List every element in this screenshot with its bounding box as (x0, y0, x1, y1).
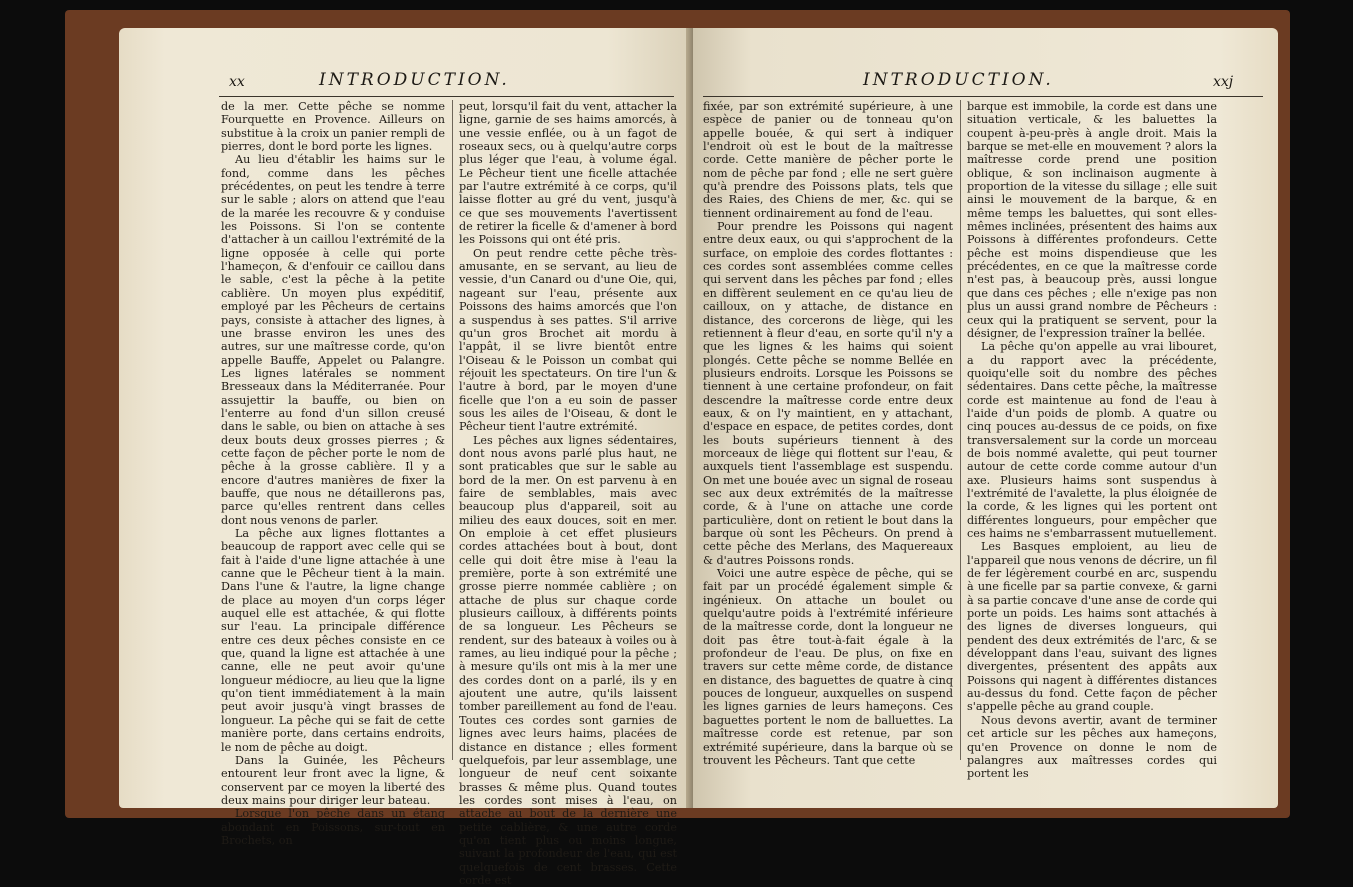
right-column-2 (967, 100, 1217, 781)
paragraph: barque est immobile, la corde est dans une situation verticale, & les baluettes la coupent à-peu-près à angle droit. Mais la barque se met-elle en mouvement ? alors la maîtresse corde prend une position oblique, & son inclinaison augmente à proportion de la vitesse du sillage ; elle suit ainsi le mouvement de la barque, & en même temps les baluettes, qui sont elles-mêmes inclinées, présentent des haims aux Poissons à différentes profondeurs. Cette pêche est moins dispendieuse que les précédentes, en ce que la maîtresse corde n'est pas, à beaucoup près, aussi longue que dans ces pêches ; elle n'exige pas non plus un aussi grand nombre de Pêcheurs : ceux qui la pratiquent se servent, pour la désigner, de l'expression traîner la bellée. (967, 100, 1217, 340)
left-column-divider (452, 100, 453, 760)
paragraph: peut, lorsqu'il fait du vent, attacher la ligne, garnie de ses haims amorcés, à une vessie enflée, ou à un fagot de roseaux secs, ou à quelqu'autre corps plus léger que l'eau, à volume égal. Le Pêcheur tient une ficelle attachée par l'autre extrémité à ce corps, qu'il laisse flotter au gré du vent, jusqu'à ce que ses mouvements l'avertissent de retirer la ficelle & d'amener à bord les Poissons qui ont été pris. (459, 100, 677, 247)
paragraph: On peut rendre cette pêche très-amusante, en se servant, au lieu de vessie, d'un Canard ou d'une Oie, qui, nageant sur l'eau, présente aux Poissons des haims amorcés que l'on a suspendus à ses pattes. S'il arrive qu'un gros Brochet ait mordu à l'appât, il se livre bientôt entre l'Oiseau & le Poisson un combat qui réjouit les spectateurs. On tire l'un & l'autre à bord, par le moyen d'une ficelle que l'on a eu soin de passer sous les ailes de l'Oiseau, & dont le Pêcheur tient l'autre extrémité. (459, 246, 677, 434)
paragraph: La pêche qu'on appelle au vrai libouret, a du rapport avec la précédente, quoiqu'elle soit du nombre des pêches sédentaires. Dans cette pêche, la maîtresse corde est maintenue au fond de l'eau à l'aide d'un poids de plomb. A quatre ou cinq pouces au-dessus de ce poids, on fixe transversalement sur la corde un morceau de bois nommé avalette, qui peut tourner autour de cette corde comme autour d'un axe. Plusieurs haims sont suspendus à l'extrémité de l'avalette, la plus éloignée de la corde, & les lignes qui les portent ont différentes longueurs, pour empêcher que ces haims ne s'embarrassent mutuellement. (967, 340, 1217, 540)
left-page (119, 28, 694, 887)
paragraph: fixée, par son extrémité supérieure, à une espèce de panier ou de tonneau qu'on appelle bouée, & qui sert à indiquer l'endroit où est le bout de la maîtresse corde. Cette manière de pêcher porte le nom de pêche par fond ; elle ne sert guère qu'à prendre des Poissons plats, tels que des Raies, des Chiens de mer, &c. qui se tiennent ordinairement au fond de l'eau. (703, 100, 953, 220)
left-running-head: INTRODUCTION. (319, 70, 510, 90)
paragraph: La pêche aux lignes flottantes a beaucoup de rapport avec celle qui se fait à l'aide d'une ligne attachée à une canne que le Pêcheur tient à la main. Dans l'une & l'autre, la ligne change de place au moyen d'un corps léger auquel elle est attachée, & qui flotte sur l'eau. La principale différence entre ces deux pêches consiste en ce que, quand la ligne est attachée à une canne, elle ne peut avoir qu'une longueur médiocre, au lieu que la ligne qu'on tient immédiatement à la main peut avoir jusqu'à vingt brasses de longueur. La pêche qui se fait de cette manière porte, dans certains endroits, le nom de pêche au doigt. (221, 527, 445, 754)
left-column-1 (221, 100, 445, 847)
right-column-1 (703, 100, 953, 767)
paragraph: Au lieu d'établir les haims sur le fond, comme dans les pêches précédentes, on peut les tendre à terre sur le sable ; alors on attend que l'eau de la marée les recouvre & y conduise les Poissons. Si l'on se contente d'attacher à un caillou l'extrémité de la ligne opposée à celle qui porte l'hameçon, & d'enfouir ce caillou dans le sable, c'est la pêche à la petite cablière. Un moyen plus expéditif, employé par les Pêcheurs de certains pays, consiste à attacher des lignes, à une brasse environ les unes des autres, sur une maîtresse corde, qu'on appelle Bauffe, Appelet ou Palangre. Les lignes latérales se nomment Bresseaux dans la Méditerranée. Pour assujettir la bauffe, ou bien on l'enterre au fond d'un sillon creusé dans le sable, ou bien on attache à ses deux bouts deux grosses pierres ; & cette façon de pêcher porte le nom de pêche à la grosse cablière. Il y a encore d'autres manières de fixer la bauffe, que nous ne détaillerons pas, parce qu'elles rentrent dans celles dont nous venons de parler. (221, 153, 445, 527)
paragraph: de la mer. Cette pêche se nomme Fourquette en Provence. Ailleurs on substitue à la croix un panier rempli de pierres, dont le bord porte les lignes. (221, 100, 445, 154)
paragraph: Dans la Guinée, les Pêcheurs entourent leur front avec la ligne, & conservent par ce moyen la liberté des deux mains pour diriger leur bateau. (221, 753, 445, 807)
paragraph: Les pêches aux lignes sédentaires, dont nous avons parlé plus haut, ne sont praticables que sur le sable au bord de la mer. On est parvenu à en faire de semblables, mais avec beaucoup plus d'appareil, soit au milieu des eaux douces, soit en mer. On emploie à cet effet plusieurs cordes attachées bout à bout, dont celle qui doit être mise à l'eau la première, porte à son extrémité une grosse pierre nommée cablière ; on attache de plus sur chaque corde plusieurs cailloux, à différents points de sa longueur. Les Pêcheurs se rendent, sur des bateaux à voiles ou à rames, au lieu indiqué pour la pêche ; à mesure qu'ils ont mis à la mer une des cordes dont on a parlé, ils y en ajoutent une autre, qu'ils laissent tomber pareillement au fond de l'eau. Toutes ces cordes sont garnies de lignes avec leurs haims, placées de distance en distance ; elles forment quelquefois, par leur assemblage, une longueur de neuf cent soixante brasses & même plus. Quand toutes les cordes sont mises à l'eau, on attache au bout de la dernière une petite cablière, & une autre corde qu'on tient plus ou moins longue, suivant la profondeur de l'eau, qui est quelquefois de cent brasses. Cette corde est (459, 433, 677, 887)
left-folio: xx (229, 74, 245, 90)
paragraph: Les Basques emploient, au lieu de l'appareil que nous venons de décrire, un fil de fer légèrement courbé en arc, suspendu à une ficelle par sa partie convexe, & garni à sa partie concave d'une anse de corde qui porte un poids. Les haims sont attachés à des lignes de diverses longueurs, qui pendent des deux extrémités de l'arc, & se développant dans l'eau, suivant des lignes divergentes, présentent des appâts aux Poissons qui nagent à différentes distances au-dessus du fond. Cette façon de pêcher s'appelle pêche au grand couple. (967, 540, 1217, 714)
right-page (693, 28, 1278, 808)
paragraph: Voici une autre espèce de pêche, qui se fait par un procédé également simple & ingénieux. On attache un boulet ou quelqu'autre poids à l'extrémité inférieure de la maîtresse corde, dont la longueur ne doit pas être tout-à-fait égale à la profondeur de l'eau. De plus, on fixe en travers sur cette même corde, de distance en distance, des baguettes de quatre à cinq pouces de longueur, auxquelles on suspend les lignes garnies de leurs hameçons. Ces baguettes portent le nom de balluettes. La maîtresse corde est retenue, par son extrémité supérieure, dans la barque où se trouvent les Pêcheurs. Tant que cette (703, 567, 953, 767)
paragraph: Pour prendre les Poissons qui nagent entre deux eaux, ou qui s'approchent de la surface, on emploie des cordes flottantes : ces cordes sont assemblées comme celles qui servent dans les pêches par fond ; elles en diffèrent seulement en ce qu'au lieu de cailloux, on y attache, de distance en distance, des corcerons de liège, qui les retiennent à fleur d'eau, en sorte qu'il n'y a que les lignes & les haims qui soient plongés. Cette pêche se nomme Bellée en plusieurs endroits. Lorsque les Poissons se tiennent à une certaine profondeur, on fait descendre la maîtresse corde entre deux eaux, & on l'y maintient, en y attachant, d'espace en espace, de petites cordes, dont les bouts supérieurs tiennent à des morceaux de liège qui flottent sur l'eau, & auxquels tient l'assemblage est suspendu. On met une bouée avec un signal de roseau sec aux deux extrémités de la maîtresse corde, & à l'une on attache une corde particulière, dont on retient le bout dans la barque où sont les Pêcheurs. On prend à cette pêche des Merlans, des Maquereaux & d'autres Poissons ronds. (703, 220, 953, 567)
left-column-2 (459, 100, 677, 887)
left-header-rule (219, 96, 674, 97)
paragraph: Nous devons avertir, avant de terminer cet article sur les pêches aux hameçons, qu'en Provence on donne le nom de palangres aux maîtresses cordes qui portent les (967, 713, 1217, 781)
paragraph: Lorsque l'on pêche dans un étang abondant en Poissons, sur-tout en Brochets, on (221, 807, 445, 847)
right-folio: xxj (1213, 74, 1234, 90)
right-column-divider (960, 100, 961, 760)
right-header-rule (703, 96, 1263, 97)
right-running-head: INTRODUCTION. (863, 70, 1054, 90)
